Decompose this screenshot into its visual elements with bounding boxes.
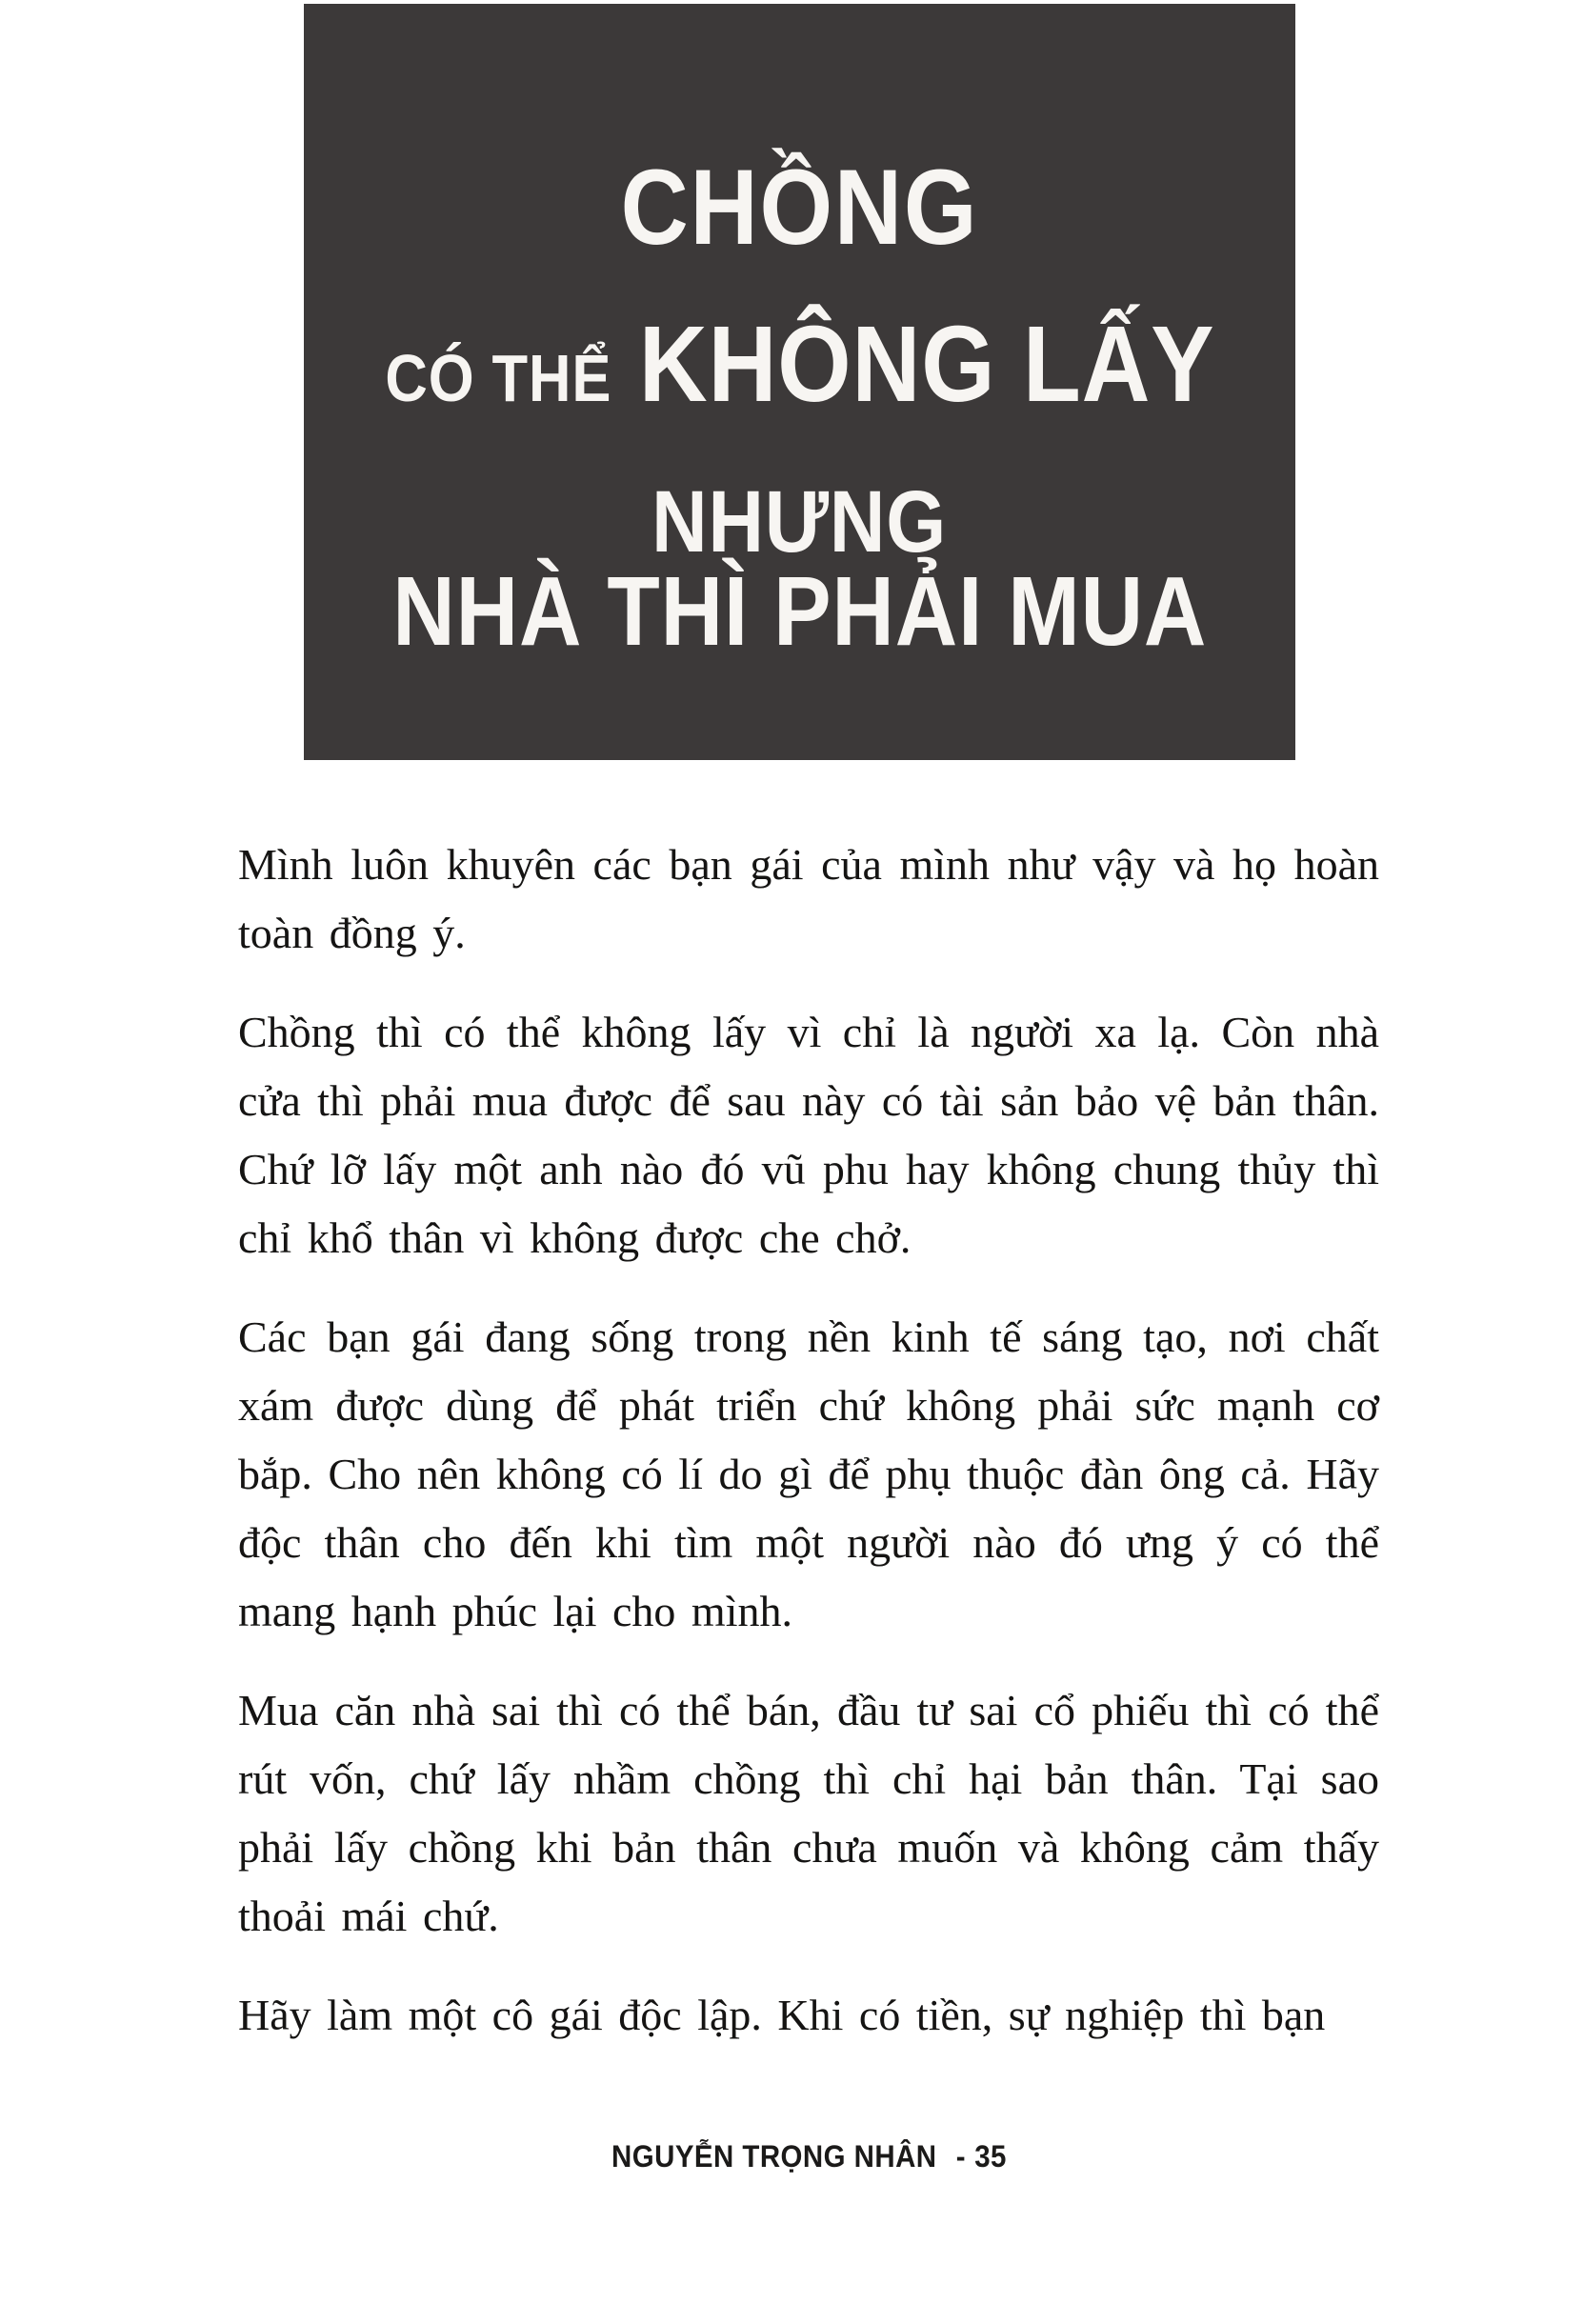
- chapter-title-nhung: NHƯNG: [651, 473, 948, 571]
- chapter-body-text: [238, 831, 1379, 2050]
- chapter-title-line-4: [304, 556, 1295, 666]
- chapter-title-line-2-text: [384, 304, 1215, 424]
- paragraph-2: Chồng thì có thể không lấy vì chỉ là người xa lạ. Còn nhà cửa thì phải mua được để sau này có tài sản bảo vệ bản thân. Chứ lỡ lấy một anh nào đó vũ phu hay không chung thủy thì chỉ khổ thân vì không được che chở.: [238, 1008, 1379, 1262]
- chapter-title-block: [304, 4, 1295, 760]
- paragraph-1: Mình luôn khuyên các bạn gái của mình như vậy và họ hoàn toàn đồng ý.: [238, 840, 1379, 957]
- paragraph-3: Các bạn gái đang sống trong nền kinh tế sáng tạo, nơi chất xám được dùng để phát triển chứ không phải sức mạnh cơ bắp. Cho nên không có lí do gì để phụ thuộc đàn ông cả. Hãy độc thân cho đến khi tìm một người nào đó ưng ý có thể mang hạnh phúc lại cho mình.: [238, 1312, 1379, 1635]
- title-space: [611, 304, 639, 424]
- footer-page-number: 35: [973, 2139, 1007, 2174]
- paragraph-4: Mua căn nhà sai thì có thể bán, đầu tư sai cổ phiếu thì có thể rút vốn, chứ lấy nhầm chồng thì chỉ hại bản thân. Tại sao phải lấy chồng khi bản thân chưa muốn và không cảm thấy thoải mái chứ.: [238, 1686, 1379, 1940]
- chapter-title-line-3: [304, 473, 1295, 571]
- chapter-title-line-1: [304, 148, 1295, 267]
- page-footer: [238, 2139, 1379, 2174]
- chapter-title-nha-thi-phai-mua: NHÀ THÌ PHẢI MUA: [391, 556, 1207, 666]
- chapter-title-khong-lay: KHÔNG LẤY: [638, 304, 1215, 424]
- chapter-title-co-the: CÓ THỂ: [384, 341, 611, 415]
- footer-text: [611, 2139, 1007, 2174]
- paragraph-5: Hãy làm một cô gái độc lập. Khi có tiền, sự nghiệp thì bạn: [238, 1991, 1326, 2039]
- footer-separator: -: [955, 2139, 966, 2174]
- footer-author-name: NGUYỄN TRỌNG NHÂN: [611, 2139, 937, 2174]
- chapter-title-word-chong: CHỒNG: [620, 148, 979, 267]
- chapter-title-line-2: [304, 304, 1295, 424]
